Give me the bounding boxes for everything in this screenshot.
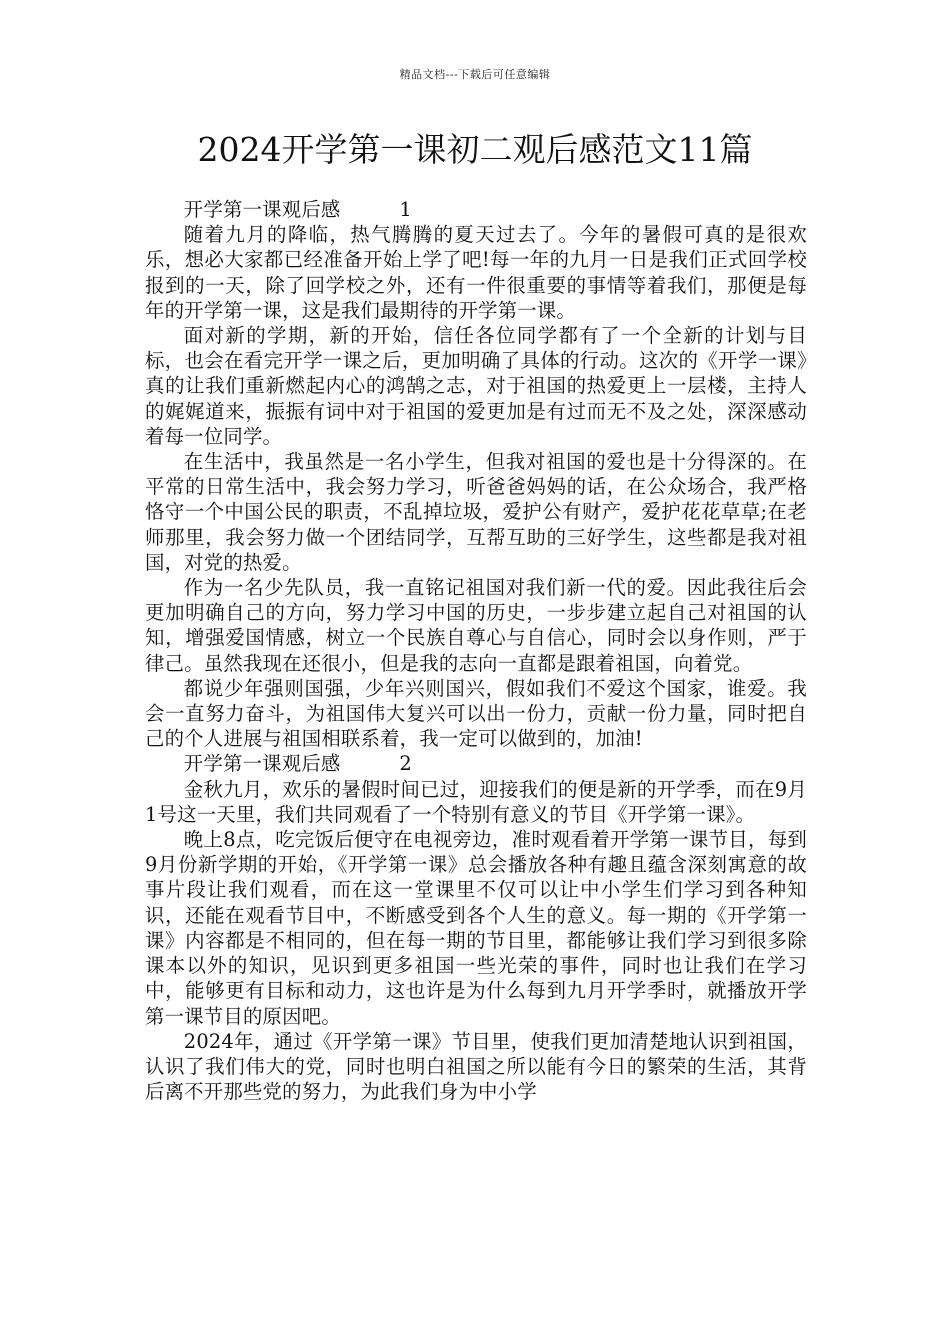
paragraph: 在生活中，我虽然是一名小学生，但我对祖国的爱也是十分得深的。在平常的日常生活中，我会努力学习，听爸爸妈妈的话，在公众场合，我严格恪守一个中国公民的职责，不乱掉垃圾，爱护公有财产，爱护花花草草;在老师那里，我会努力做一个团结同学，互帮互助的三好学生，这些都是我对祖国，对党的热爱。 (145, 450, 807, 574)
section-heading-text: 开学第一课观后感 (183, 752, 341, 776)
paragraph: 2024年，通过《开学第一课》节目里，使我们更加清楚地认识到祖国，认识了我们伟大的党，同时也明白祖国之所以能有今日的繁荣的生活，其背后离不开那些党的努力，为此我们身为中小学 (145, 1029, 807, 1104)
section-heading-number: 1 (399, 198, 412, 221)
section-heading-2 (145, 751, 807, 776)
document-title: 2024开学第一课初二观后感范文11篇 (197, 130, 753, 169)
paragraph: 晚上8点，吃完饭后便守在电视旁边，准时观看着开学第一课节目，每到9月份新学期的开始，《开学第一课》总会播放各种有趣且蕴含深刻寓意的故事片段让我们观看，而在这一堂课里不仅可以让中小学生们学习到各种知识，还能在观看节目中，不断感受到各个人生的意义。每一期的《开学第一课》内容都是不相同的，但在每一期的节目里，都能够让我们学习到很多除课本以外的知识，见识到更多祖国一些光荣的事件，同时也让我们在学习中，能够更有目标和动力，这也许是为什么每到九月开学季时，就播放开学第一课节目的原因吧。 (145, 828, 807, 1028)
document-body (145, 197, 807, 1104)
paragraph: 面对新的学期，新的开始，信任各位同学都有了一个全新的计划与目标，也会在看完开学一课之后，更加明确了具体的行动。这次的《开学一课》真的让我们重新燃起内心的鸿鹄之志，对于祖国的热爱更上一层楼，主持人的娓娓道来，振振有词中对于祖国的爱更加是有过而无不及之处，深深感动着每一位同学。 (145, 324, 807, 448)
paragraph: 作为一名少先队员，我一直铭记祖国对我们新一代的爱。因此我往后会更加明确自己的方向，努力学习中国的历史，一步步建立起自己对祖国的认知，增强爱国情感，树立一个民族自尊心与自信心，同时会以身作则，严于律己。虽然我现在还很小，但是我的志向一直都是跟着祖国，向着党。 (145, 576, 807, 675)
section-heading-text: 开学第一课观后感 (183, 198, 341, 221)
header-note: 精品文档---下载后可任意编辑 (399, 68, 551, 81)
section-heading-number: 2 (399, 752, 412, 776)
section-heading-1 (145, 197, 807, 222)
paragraph: 金秋九月，欢乐的暑假时间已过，迎接我们的便是新的开学季，而在9月1号这一天里，我们共同观看了一个特别有意义的节目《开学第一课》。 (145, 777, 807, 826)
paragraph: 都说少年强则国强，少年兴则国兴，假如我们不爱这个国家，谁爱。我会一直努力奋斗，为祖国伟大复兴可以出一份力，贡献一份力量，同时把自己的个人进展与祖国相联系着，我一定可以做到的，加油! (145, 676, 807, 751)
paragraph: 随着九月的降临，热气腾腾的夏天过去了。今年的暑假可真的是很欢乐，想必大家都已经准备开始上学了吧!每一年的九月一日是我们正式回学校报到的一天，除了回学校之外，还有一件很重要的事情等着我们，那便是每年的开学第一课，这是我们最期待的开学第一课。 (145, 223, 807, 322)
